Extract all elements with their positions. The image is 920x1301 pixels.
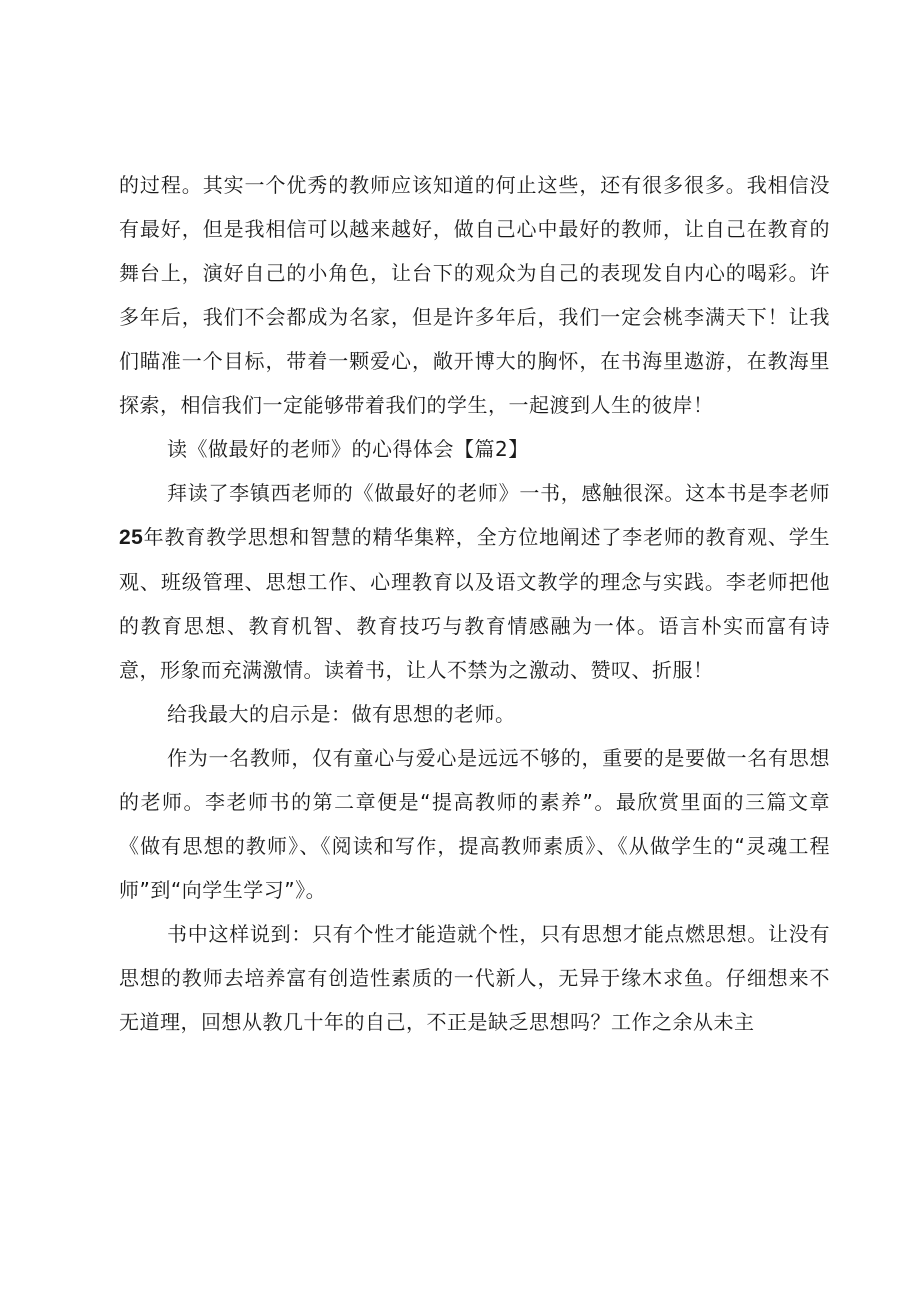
section-title: 读《做最好的老师》的心得体会【篇2】 bbox=[167, 437, 529, 461]
paragraph-2-number: 25 bbox=[119, 526, 144, 549]
paragraph-2 bbox=[119, 471, 830, 692]
paragraph-1: 的过程。其实一个优秀的教师应该知道的何止这些，还有很多很多。我相信没有最好，但是我相信可以越来越好，做自己心中最好的教师，让自己在教育的舞台上，演好自己的小角色，让台下的观众为自己的表现发自内心的喝彩。许多年后，我们不会都成为名家，但是许多年后，我们一定会桃李满天下！让我们瞄准一个目标，带着一颗爱心，敞开博大的胸怀，在书海里遨游，在教海里探索，相信我们一定能够带着我们的学生，一起渡到人生的彼岸！ bbox=[119, 173, 830, 417]
paragraph-5: 书中这样说到：只有个性才能造就个性，只有思想才能点燃思想。让没有思想的教师去培养富有创造性素质的一代新人，无异于缘木求鱼。仔细想来不无道理，回想从教几十年的自己，不正是缺乏思想吗？工作之余从未主 bbox=[119, 922, 830, 1034]
paragraph-2-part-b: 年教育教学思想和智慧的精华集粹，全方位地阐述了李老师的教育观、学生观、班级管理、思想工作、心理教育以及语文教学的理念与实践。李老师把他的教育思想、教育机智、教育技巧与教育情感融为一体。语言朴实而富有诗意，形象而充满激情。读着书，让人不禁为之激动、赞叹、折服！ bbox=[119, 525, 830, 682]
paragraph-4: 作为一名教师，仅有童心与爱心是远远不够的，重要的是要做一名有思想的老师。李老师书的第二章便是“提高教师的素养”。最欣赏里面的三篇文章《做有思想的教师》、《阅读和写作，提高教师素质》、《从做学生的“灵魂工程师”到“向学生学习”》。 bbox=[119, 746, 830, 902]
paragraph-2-part-a: 拜读了李镇西老师的《做最好的老师》一书，感触很深。这本书是李老师 bbox=[167, 481, 830, 505]
paragraph-3: 给我最大的启示是：做有思想的老师。 bbox=[167, 702, 516, 726]
document-body bbox=[119, 163, 830, 1044]
